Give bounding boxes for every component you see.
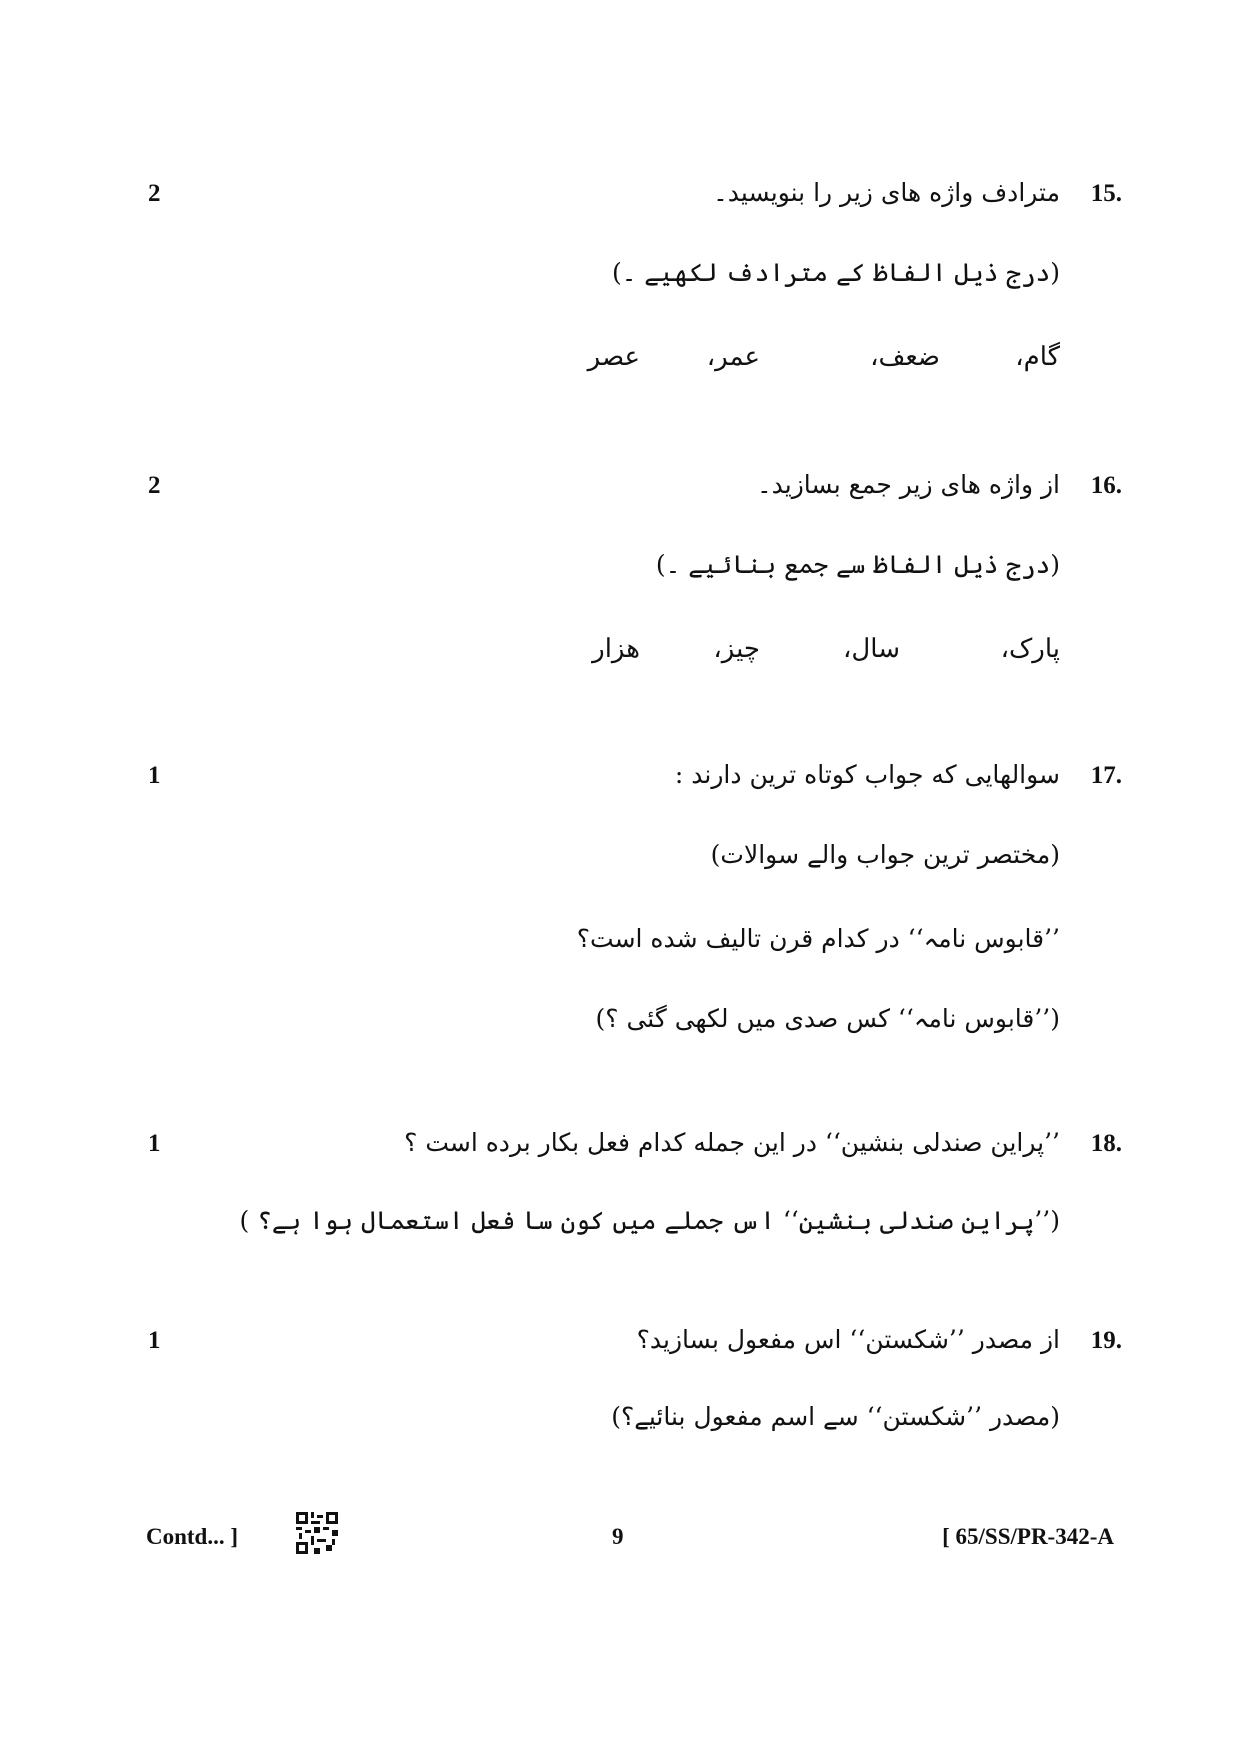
persian-prompt: از واژه های زیر جمع بسازید۔ <box>756 470 1060 499</box>
qr-code-icon <box>296 1512 338 1554</box>
contd-label: Contd... ] <box>146 1524 239 1549</box>
question-number: 17. <box>1090 762 1122 789</box>
marks: 1 <box>148 762 161 789</box>
question-number: 16. <box>1090 472 1122 499</box>
marks: 1 <box>148 1130 161 1157</box>
word: هزار <box>592 634 640 664</box>
question-number: 19. <box>1090 1327 1122 1354</box>
word: پارک، <box>1000 634 1060 664</box>
paper-code: [ 65/SS/PR-342-A <box>942 1524 1114 1549</box>
persian-prompt: ’’پراین صندلی بنشین‘‘ در این جمله کدام فعل بکار برده است ؟ <box>404 1128 1060 1157</box>
sub-question-persian: ’’قابوس نامہ‘‘ در کدام قرن تالیف شده است؟ <box>576 924 1060 953</box>
page-number: 9 <box>612 1524 624 1549</box>
urdu-prompt: (مختصر ترین جواب والے سوالات) <box>710 840 1060 869</box>
question-number: 15. <box>1090 180 1122 207</box>
word: سال، <box>843 634 900 664</box>
urdu-prompt: (’’پراین صندلی بنشین‘‘ اس جملے میں کون سا فعل استعمال ہوا ہے؟ ) <box>239 1206 1060 1235</box>
word: عصر <box>587 342 640 372</box>
question-number: 18. <box>1090 1130 1122 1157</box>
persian-prompt: از مصدر ’’شکستن‘‘ اس مفعول بسازید؟ <box>636 1325 1060 1354</box>
word: ضعف، <box>870 342 940 372</box>
urdu-prompt: (درج ذیل الفاظ سے جمع بنائیے ۔) <box>655 550 1060 579</box>
word-list <box>560 634 1060 674</box>
marks: 2 <box>148 180 161 207</box>
word-list <box>560 342 1060 382</box>
urdu-prompt: (درج ذیل الفاظ کے مترادف لکھیے ۔) <box>611 258 1060 287</box>
word: عمر، <box>706 342 760 372</box>
urdu-prompt: (مصدر ’’شکستن‘‘ سے اسم مفعول بنائیے؟) <box>611 1402 1060 1431</box>
persian-prompt: سوالهایی که جواب کوتاه ترین دارند : <box>674 760 1060 789</box>
word: چیز، <box>713 634 760 664</box>
sub-question-urdu: (’’قابوس نامہ‘‘ کس صدی میں لکھی گئی ؟) <box>595 1004 1060 1033</box>
persian-prompt: مترادف واژه های زیر را بنویسید۔ <box>713 178 1060 207</box>
word: گام، <box>1015 342 1060 372</box>
marks: 2 <box>148 472 161 499</box>
marks: 1 <box>148 1327 161 1354</box>
